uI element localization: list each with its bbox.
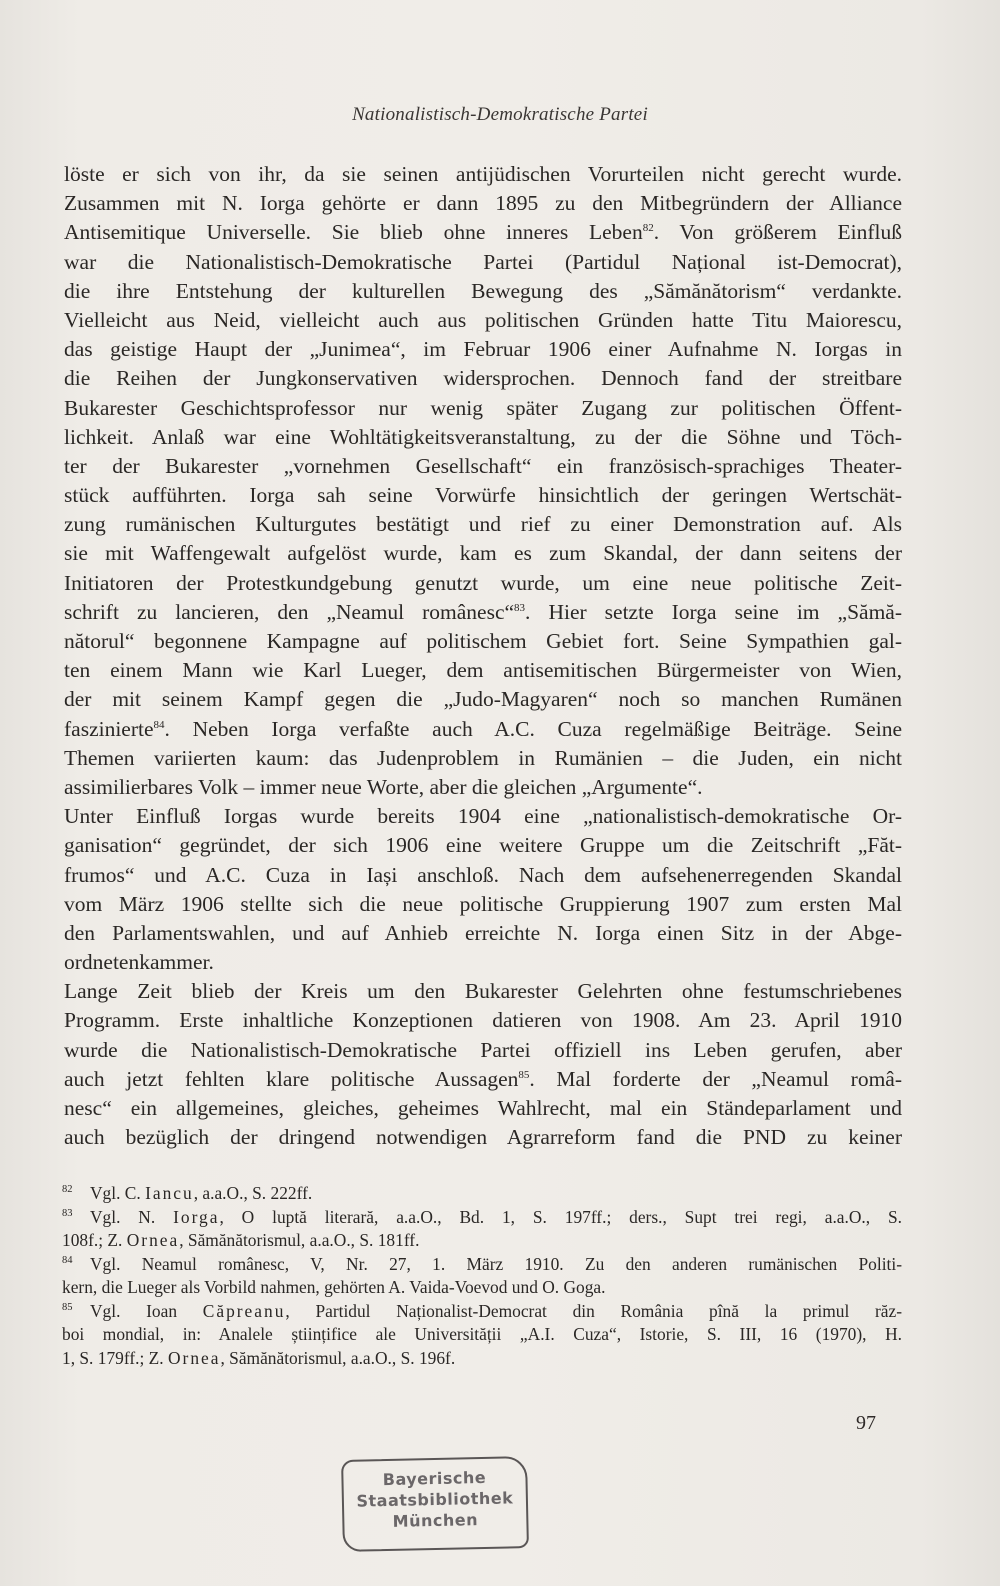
body-line: sie mit Waffengewalt aufgelöst wurde, kam es zum Skandal, der dann seitens der: [64, 541, 902, 566]
body-line: Themen variierten kaum: das Judenproblem in Rumänien – die Juden, ein nicht: [64, 745, 902, 770]
footnote-text: , O luptă literară, a.a.O., Bd. 1, S. 197ff.; ders., Supt trei regi, a.a.O., S.: [219, 1206, 902, 1227]
footnote-text: , Sămănătorismul, a.a.O., S. 196f.: [220, 1347, 456, 1368]
footnote-text: , Sămănătorismul, a.a.O., S. 181ff.: [179, 1230, 420, 1250]
body-line: frumos“ und A.C. Cuza in Iași anschloß. Nach dem aufsehenerregenden Skandal: [64, 862, 902, 887]
body-line-text: . Hier setzte Iorga seine im „Sămă-: [525, 599, 903, 624]
body-line: ordnetenkammer.: [64, 950, 214, 975]
body-line: auch bezüglich der dringend notwendigen Agrarreform fand die PND zu keiner: [64, 1125, 902, 1150]
body-line: nesc“ ein allgemeines, gleiches, geheimes Wahlrecht, mal ein Ständeparlament und: [64, 1096, 902, 1120]
footnote-84: 84 Vgl. Neamul românesc, V, Nr. 27, 1. März 1910. Zu den anderen rumänischen Politi-: [62, 1253, 902, 1274]
footnote-ref: 83: [514, 601, 526, 614]
body-line: die Reihen der Jungkonservativen widersprochen. Dennoch fand der streitbare: [64, 366, 902, 391]
body-line: Unter Einfluß Iorgas wurde bereits 1904 eine „nationalistisch-demokratische Or-: [64, 804, 902, 829]
body-line: ten einem Mann wie Karl Lueger, dem antisemitischen Bürgermeister von Wien,: [64, 658, 902, 683]
footnote-85: 85 Vgl. Ioan Căpreanu, Partidul Naționalist-Democrat din România pînă la primul răz-: [62, 1300, 902, 1321]
body-line: stück aufführten. Iorga sah seine Vorwürfe hinsichtlich der geringen Wertschät-: [64, 483, 902, 508]
body-line-text: . Von größerem Einfluß: [653, 220, 903, 245]
footnote-83: 83 Vgl. N. Iorga, O luptă literară, a.a.O., Bd. 1, S. 197ff.; ders., Supt trei regi, a.a.O., S.: [62, 1206, 902, 1227]
footnote-82: 82 Vgl. C. Iancu, a.a.O., S. 222ff.: [62, 1183, 313, 1203]
footnote-text: , Partidul Naționalist-Democrat din România pînă la primul răz-: [285, 1300, 902, 1321]
body-text: [64, 160, 902, 1152]
footnote-text: Vgl. Neamul românesc, V, Nr. 27, 1. März 1910. Zu den anderen rumänischen Politi-: [90, 1253, 902, 1274]
body-line: assimilierbares Volk – immer neue Worte, aber die gleichen „Argumente“.: [64, 774, 703, 799]
body-line: [64, 218, 902, 247]
footnote-author: Iorga: [173, 1206, 220, 1227]
body-line: ganisation“ gegründet, der sich 1906 eine weitere Gruppe um die Zeitschrift „Făt-: [64, 833, 902, 858]
stamp-line: München: [392, 1510, 479, 1531]
library-stamp: [341, 1456, 529, 1552]
body-line: Programm. Erste inhaltliche Konzeptionen datieren von 1908. Am 23. April 1910: [64, 1008, 902, 1033]
footnote-text: Vgl. N.: [90, 1206, 174, 1227]
footnote-author: Ornea: [167, 1347, 221, 1368]
body-line: das geistige Haupt der „Junimea“, im Februar 1906 einer Aufnahme N. Iorgas in: [64, 337, 902, 362]
body-line-text: Antisemitique Universelle. Sie blieb ohne inneres Leben: [64, 220, 643, 245]
footnote-text: 1, S. 179ff.; Z.: [62, 1347, 168, 1368]
footnote-85-cont: boi mondial, in: Analele științifice ale Universității „A.I. Cuza“, Istorie, S. III, 16 (1970), H.: [62, 1324, 902, 1344]
footnote-84-cont: kern, die Lueger als Vorbild nahmen, gehörten A. Vaida-Voevod und O. Goga.: [62, 1277, 606, 1297]
body-line: Initiatoren der Protestkundgebung genutzt wurde, um eine neue politische Zeit-: [64, 570, 902, 595]
body-line: [64, 1065, 902, 1094]
body-line-text: schrift zu lancieren, den „Neamul românesc“: [64, 599, 515, 624]
body-line: Bukarester Geschichtsprofessor nur wenig später Zugang zur politischen Öffent-: [64, 395, 902, 420]
footnote-text: Vgl. Ioan: [90, 1300, 203, 1321]
body-line: [64, 598, 902, 627]
footnote-ref: 85: [518, 1068, 530, 1081]
body-line: nătorul“ begonnene Kampagne auf politischem Gebiet fort. Seine Sympathien gal-: [64, 629, 902, 653]
body-line: löste er sich von ihr, da sie seinen antijüdischen Vorurteilen nicht gerecht wurde.: [64, 162, 902, 186]
body-line-text: . Neben Iorga verfaßte auch A.C. Cuza regelmäßige Beiträge. Seine: [164, 716, 902, 741]
footnote-text: , a.a.O., S. 222ff.: [193, 1183, 313, 1203]
body-line: lichkeit. Anlaß war eine Wohltätigkeitsveranstaltung, zu der die Söhne und Töch-: [64, 424, 902, 449]
body-line: Zusammen mit N. Iorga gehörte er dann 1895 zu den Mitbegründern der Alliance: [64, 191, 902, 216]
footnote-author: Ornea: [126, 1230, 180, 1250]
footnote-83-cont: [62, 1229, 902, 1253]
body-line: den Parlamentswahlen, und auf Anhieb erreichte N. Iorga einen Sitz in der Abge-: [64, 920, 902, 945]
body-line: [64, 715, 902, 744]
body-line-text: . Mal forderte der „Neamul româ-: [529, 1066, 902, 1091]
footnotes: [62, 1182, 902, 1370]
body-line: ter der Bukarester „vornehmen Gesellschaft“ ein französisch-sprachiges Theater-: [64, 453, 902, 478]
footnote-ref: 82: [642, 222, 654, 235]
body-line: der mit seinem Kampf gegen die „Judo-Magyaren“ noch so manchen Rumänen: [64, 687, 902, 712]
stamp-line: Staatsbibliothek: [356, 1488, 514, 1511]
running-header: Nationalistisch-Demokratische Partei: [352, 104, 648, 125]
body-line: zung rumänischen Kulturgutes bestätigt und rief zu einer Demonstration auf. Als: [64, 512, 902, 537]
body-line: wurde die Nationalistisch-Demokratische Partei offiziell ins Leben gerufen, aber: [64, 1037, 902, 1062]
footnote-text: Vgl. C.: [90, 1183, 146, 1203]
footnote-85-cont: [62, 1347, 902, 1371]
body-line: vom März 1906 stellte sich die neue politische Gruppierung 1907 zum ersten Mal: [64, 891, 902, 916]
footnote-text: 108f.; Z.: [62, 1230, 127, 1250]
body-line-text: auch jetzt fehlten klare politische Aussagen: [64, 1066, 519, 1091]
body-line: war die Nationalistisch-Demokratische Partei (Partidul Național ist-Democrat),: [64, 249, 902, 274]
body-line: die ihre Entstehung der kulturellen Bewegung des „Sămănătorism“ verdankte.: [64, 278, 902, 303]
footnote-author: Iancu: [145, 1183, 194, 1203]
page-number: 97: [856, 1412, 876, 1434]
body-line: Lange Zeit blieb der Kreis um den Bukarester Gelehrten ohne festumschriebenes: [64, 979, 902, 1004]
stamp-line: Bayerische: [382, 1467, 487, 1490]
footnote-ref: 84: [153, 718, 165, 731]
footnote-author: Căpreanu: [202, 1300, 286, 1321]
body-line: Vielleicht aus Neid, vielleicht auch aus politischen Gründen hatte Titu Maiorescu,: [64, 307, 902, 332]
body-line-text: faszinierte: [64, 716, 154, 741]
